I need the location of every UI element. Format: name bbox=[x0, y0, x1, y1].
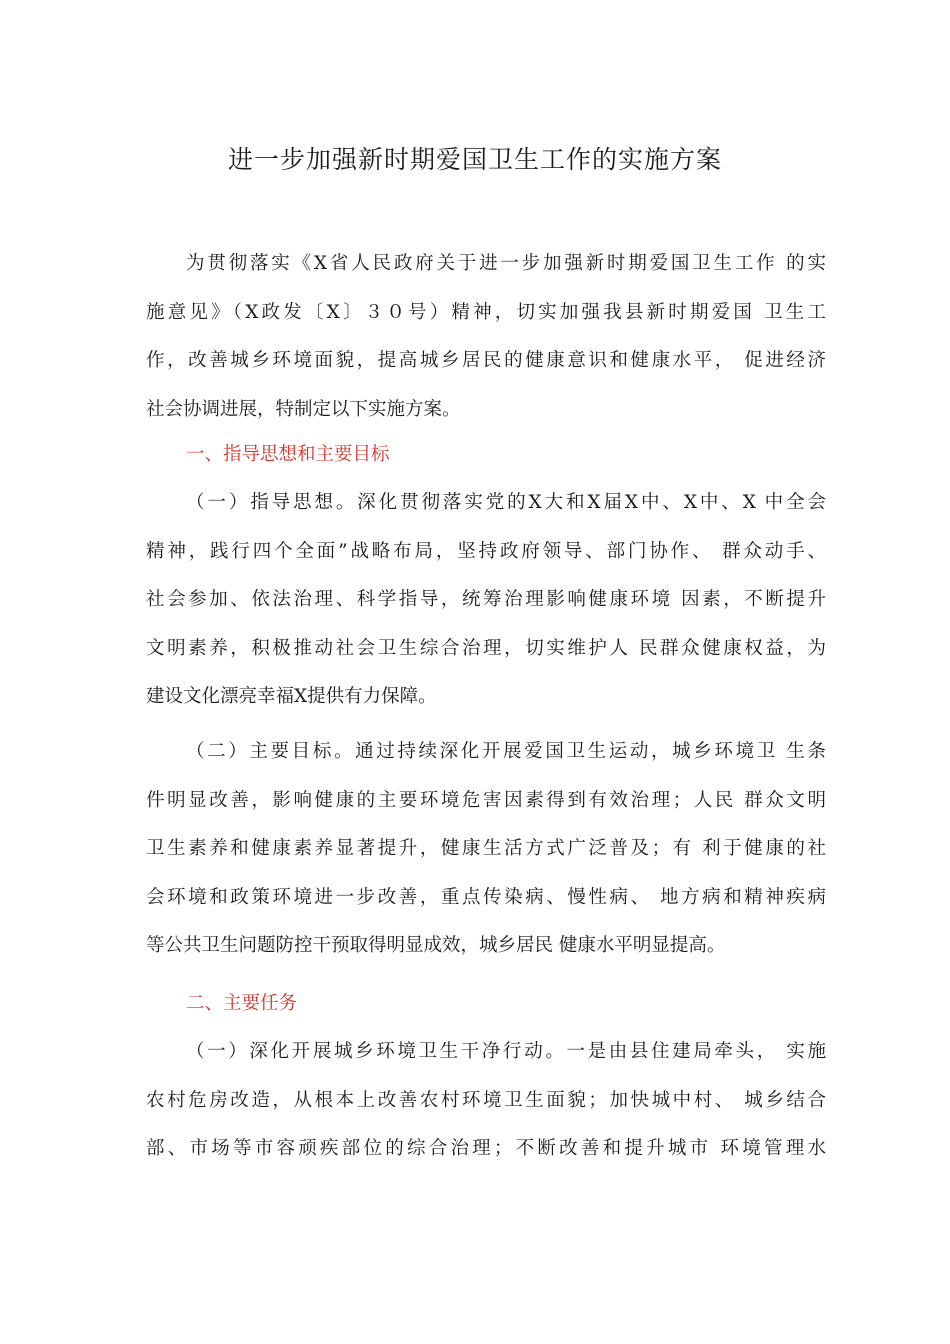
paragraph-line: 件明显改善，影响健康的主要环境危害因素得到有效治理；人民 群众文明 bbox=[146, 789, 826, 811]
paragraph-line: （二）主要目标。通过持续深化开展爱国卫生运动，城乡环境卫 生条 bbox=[186, 741, 826, 762]
section-heading-2: 二、主要任务 bbox=[186, 993, 298, 1014]
section-heading-1: 一、指导思想和主要目标 bbox=[186, 444, 390, 465]
paragraph-line: 社会协调进展，特制定以下实施方案。 bbox=[146, 398, 461, 420]
paragraph-line: 会环境和政策环境进一步改善，重点传染病、慢性病、 地方病和精神疾病 bbox=[146, 886, 826, 908]
section1-paragraph-2 bbox=[146, 728, 826, 971]
paragraph-line: 文明素养，积极推动社会卫生综合治理，切实维护人 民群众健康权益，为 bbox=[146, 637, 826, 659]
paragraph-line: 精神，践行四个全面”战略布局，坚持政府领导、部门协作、 群众动手、 bbox=[146, 540, 826, 562]
paragraph-line: 为贯彻落实《X省人民政府关于进一步加强新时期爱国卫生工作 的实 bbox=[186, 253, 826, 274]
paragraph-line: 等公共卫生问题防控干预取得明显成效，城乡居民 健康水平明显提高。 bbox=[146, 935, 726, 957]
paragraph-line: 农村危房改造，从根本上改善农村环境卫生面貌；加快城中村、 城乡结合 bbox=[146, 1089, 826, 1111]
paragraph-line: 建设文化漂亮幸福X提供有力保障。 bbox=[146, 686, 437, 708]
paragraph-line: 卫生素养和健康素养显著提升，健康生活方式广泛普及；有 利于健康的社 bbox=[146, 838, 826, 860]
intro-paragraph bbox=[146, 240, 826, 434]
paragraph-line: 社会参加、依法治理、科学指导，统筹治理影响健康环境 因素，不断提升 bbox=[146, 589, 826, 611]
paragraph-line: 施意见》（X政发〔X〕３０号）精神，切实加强我县新时期爱国 卫生工 bbox=[146, 301, 826, 323]
section2-paragraph-1 bbox=[146, 1028, 826, 1174]
paragraph-line: 作，改善城乡环境面貌，提高城乡居民的健康意识和健康水平， 促进经济 bbox=[146, 350, 826, 372]
document-title: 进一步加强新时期爱国卫生工作的实施方案 bbox=[227, 145, 722, 174]
section1-paragraph-1 bbox=[146, 479, 826, 722]
paragraph-line: （一）指导思想。深化贯彻落实党的X大和X届X中、X中、X 中全会 bbox=[186, 492, 826, 513]
paragraph-line: （一）深化开展城乡环境卫生干净行动。一是由县住建局牵头， 实施 bbox=[186, 1041, 826, 1062]
paragraph-line: 部、市场等市容顽疾部位的综合治理；不断改善和提升城市 环境管理水 bbox=[146, 1138, 826, 1160]
